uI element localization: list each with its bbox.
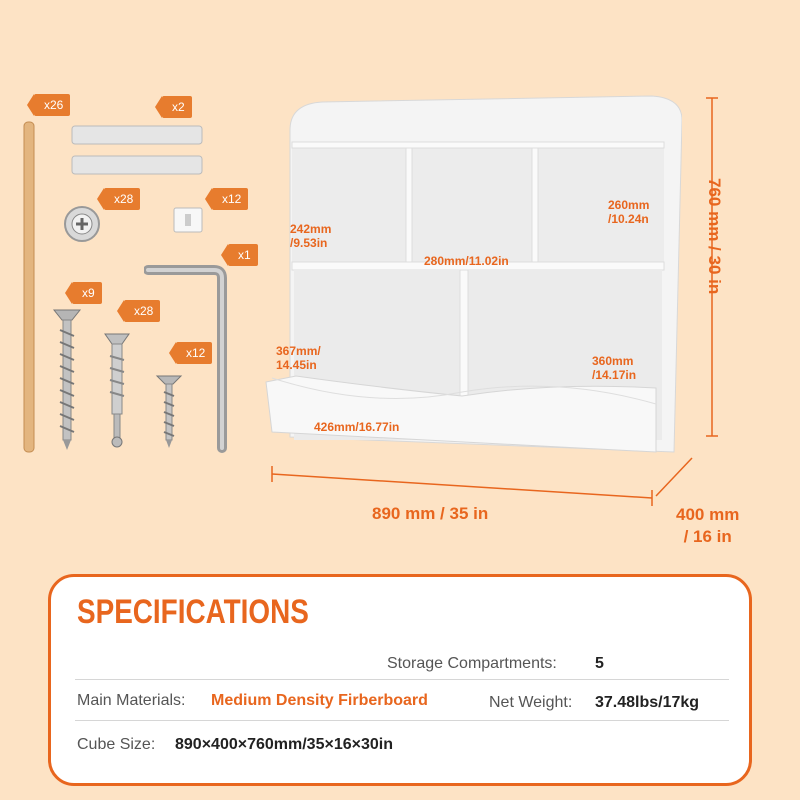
cube-size-label: Cube Size: — [77, 736, 156, 753]
cam-bolt-qty-badge: x28 — [124, 300, 160, 322]
small-screw-qty-badge: x12 — [176, 342, 212, 364]
materials-label: Main Materials: — [77, 692, 186, 709]
clip-qty-badge: x12 — [212, 188, 248, 210]
upper-middle-width: 280mm/11.02in — [424, 254, 509, 268]
weight-value: 37.48lbs/17kg — [595, 694, 700, 711]
total-width-label: 890 mm / 35 in — [372, 504, 489, 523]
total-height-label: 760 mm / 30 in — [705, 178, 724, 295]
upper-left-height-in: /9.53in — [290, 236, 328, 250]
depth-in-label: / 16 in — [683, 527, 732, 546]
weight-label: Net Weight: — [489, 694, 573, 711]
specifications-title: SPECIFICATIONS — [77, 593, 309, 631]
depth-mm-label: 400 mm — [676, 505, 740, 524]
small-screw-icon — [154, 372, 184, 452]
upper-right-height-in: /10.24n — [608, 212, 649, 226]
lower-width: 426mm/16.77in — [314, 420, 400, 434]
felt-strip-icon — [70, 124, 206, 180]
cam-bolt-icon — [102, 326, 132, 450]
upper-right-height-mm: 260mm — [608, 198, 650, 212]
lower-left-height-in: 14.45in — [276, 358, 317, 372]
cube-size-value: 890×400×760mm/35×16×30in — [175, 736, 393, 753]
cam-lock-qty-badge: x28 — [104, 188, 140, 210]
cam-lock-icon — [62, 204, 102, 244]
large-screw-qty-badge: x9 — [72, 282, 102, 304]
strip-qty-badge: x2 — [162, 96, 192, 118]
specifications-card — [48, 574, 752, 786]
lower-right-height-in: /14.17in — [592, 368, 637, 382]
materials-value: Medium Density Firberboard — [211, 692, 428, 709]
compartments-label: Storage Compartments: — [387, 655, 557, 672]
dimension-lines — [260, 90, 740, 510]
lower-right-height-mm: 360mm — [592, 354, 634, 368]
large-screw-icon — [50, 304, 84, 452]
divider — [75, 720, 729, 721]
shelf-clip-icon — [172, 206, 206, 236]
hex-key-qty-badge: x1 — [228, 244, 258, 266]
divider — [75, 679, 729, 680]
compartments-value: 5 — [595, 655, 604, 672]
dowel-qty-badge: x26 — [34, 94, 70, 116]
upper-left-height-mm: 242mm — [290, 222, 332, 236]
lower-left-height-mm: 367mm/ — [276, 344, 321, 358]
wood-dowel-icon — [18, 120, 42, 456]
